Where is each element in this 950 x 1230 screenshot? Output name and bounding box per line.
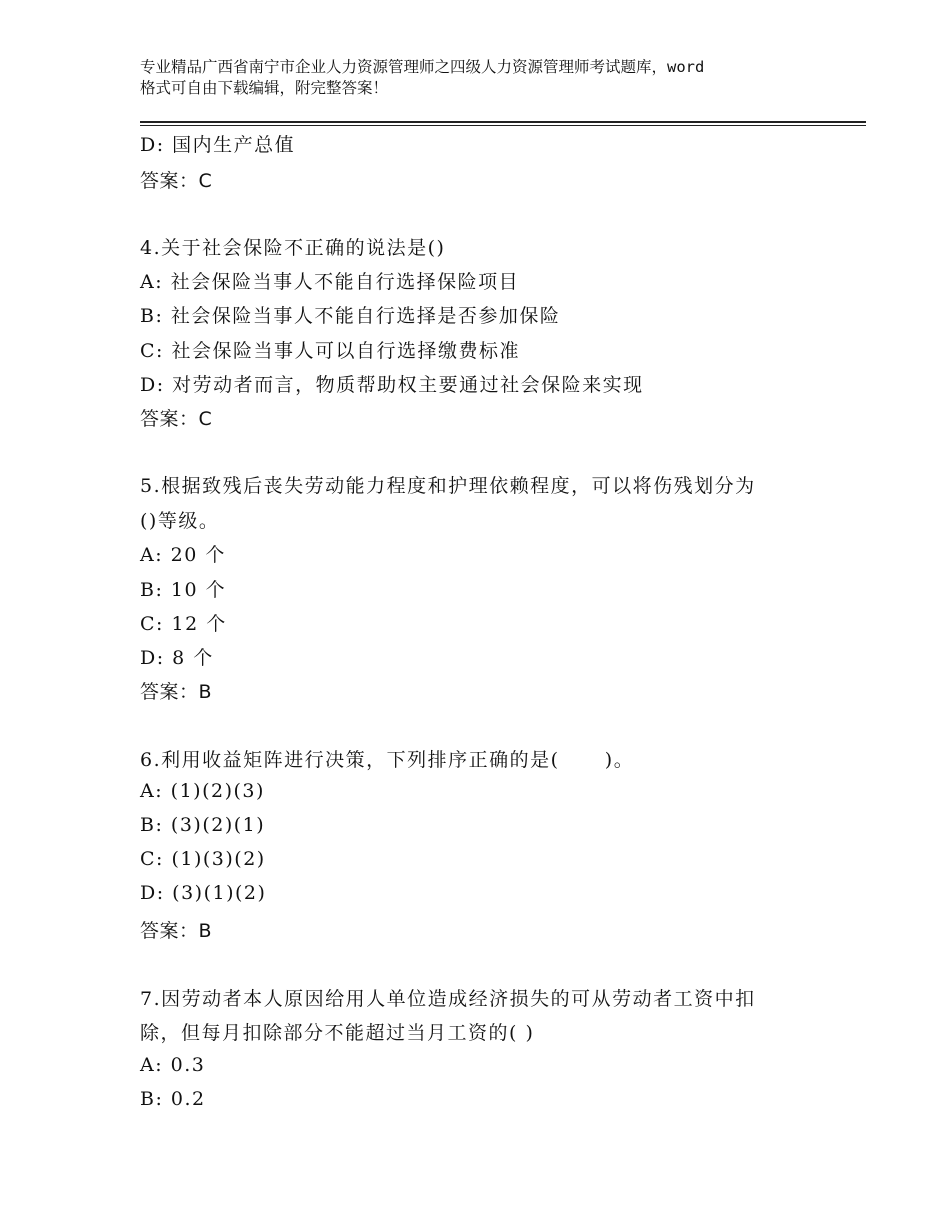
q6-answer: 答案：B	[140, 920, 213, 942]
q4-answer: 答案：C	[140, 408, 213, 430]
q6-option-a: A: (1)(2)(3)	[140, 780, 265, 802]
page-header	[140, 57, 840, 99]
q5-answer: 答案：B	[140, 681, 213, 703]
q6-option-b: B: (3)(2)(1)	[140, 814, 266, 836]
q5-option-a: A: 20 个	[140, 544, 226, 566]
q4-option-c: C: 社会保险当事人可以自行选择缴费标准	[140, 340, 520, 362]
q5-stem-line-2: ()等级。	[140, 510, 220, 532]
q3-option-d: D: 国内生产总值	[140, 134, 296, 156]
q5-option-b: B: 10 个	[140, 579, 227, 601]
header-line-1: 专业精品广西省南宁市企业人力资源管理师之四级人力资源管理师考试题库，word	[140, 58, 705, 76]
q6-stem: 6.利用收益矩阵进行决策，下列排序正确的是( )。	[140, 749, 635, 771]
header-divider-thin	[140, 125, 866, 126]
q4-option-a: A: 社会保险当事人不能自行选择保险项目	[140, 271, 520, 293]
q7-option-b: B: 0.2	[140, 1088, 206, 1110]
q7-stem-line-1: 7.因劳动者本人原因给用人单位造成经济损失的可从劳动者工资中扣	[140, 988, 756, 1010]
q4-option-b: B: 社会保险当事人不能自行选择是否参加保险	[140, 305, 561, 327]
q5-option-d: D: 8 个	[140, 647, 214, 669]
q4-stem: 4.关于社会保险不正确的说法是()	[140, 237, 446, 259]
q7-stem-line-2: 除，但每月扣除部分不能超过当月工资的( )	[140, 1022, 535, 1044]
header-line-2: 格式可自由下载编辑，附完整答案！	[140, 79, 389, 97]
header-divider-thick	[140, 121, 866, 123]
q5-stem-line-1: 5.根据致残后丧失劳动能力程度和护理依赖程度，可以将伤残划分为	[140, 475, 756, 497]
q6-option-d: D: (3)(1)(2)	[140, 882, 267, 904]
q3-answer: 答案：C	[140, 170, 213, 192]
q7-option-a: A: 0.3	[140, 1054, 206, 1076]
q4-option-d: D: 对劳动者而言，物质帮助权主要通过社会保险来实现	[140, 374, 644, 396]
q6-option-c: C: (1)(3)(2)	[140, 848, 266, 870]
q5-option-c: C: 12 个	[140, 613, 227, 635]
